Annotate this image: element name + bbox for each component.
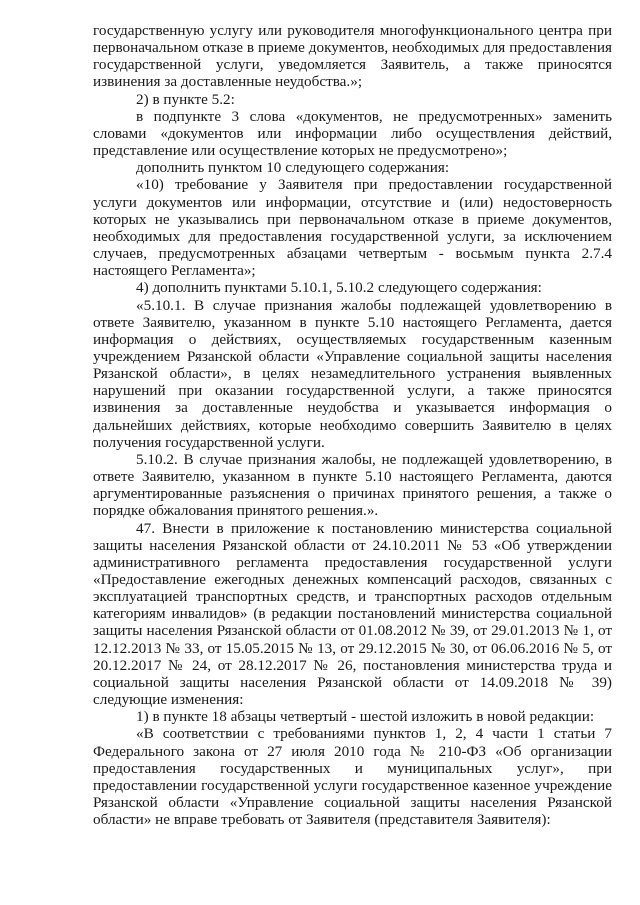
paragraph-10: 1) в пункте 18 абзацы четвертый - шестой изложить в новой редакции:	[136, 708, 595, 726]
paragraph-4: дополнить пунктом 10 следующего содержания:	[136, 159, 450, 177]
paragraph-6: 4) дополнить пунктами 5.10.1, 5.10.2 следующего содержания:	[136, 279, 542, 297]
document-body	[93, 22, 612, 828]
paragraph-11: «В соответствии с требованиями пунктов 1, 2, 4 части 1 статьи 7 Федерального закона от 27 июля 2010 года № 210-ФЗ «Об организации предоставления государственных и муниципальных услуг», при предоставлении государственной услуги государственное казенное учреждение Рязанской области «Управление социальной защиты населения Рязанской области» не вправе требовать от Заявителя (представителя Заявителя):	[93, 725, 612, 829]
paragraph-1: государственную услугу или руководителя многофункционального центра при первоначальном отказе в приеме документов, необходимых для предоставления государственной услуги, уведомляется Заявитель, а также приносятся извинения за доставленные неудобства.»;	[93, 22, 612, 91]
paragraph-7: «5.10.1. В случае признания жалобы подлежащей удовлетворению в ответе Заявителю, указанном в пункте 5.10 настоящего Регламента, дается информация о действиях, осуществляемых государственным казенным учреждением Рязанской области «Управление социальной защиты населения Рязанской области», в целях незамедлительного устранения выявленных нарушений при оказании государственной услуги, а также приносятся извинения за доставленные неудобства и указывается информация о дальнейших действиях, которые необходимо совершить Заявителю в целях получения государственной услуги.	[93, 296, 612, 451]
paragraph-8: 5.10.2. В случае признания жалобы, не подлежащей удовлетворению, в ответе Заявителю, указанном в пункте 5.10 настоящего Регламента, даются аргументированные разъяснения о причинах принятого решения, а также о порядке обжалования принятого решения.».	[93, 450, 612, 520]
paragraph-3: в подпункте 3 слова «документов, не предусмотренных» заменить словами «документов или информации либо осуществления действий, представление или осуществление которых не предусмотрено»;	[93, 107, 612, 160]
paragraph-2: 2) в пункте 5.2:	[136, 90, 235, 108]
paragraph-5: «10) требование у Заявителя при предоставлении государственной услуги документов или информации, отсутствие и (или) недостоверность которых не указывались при первоначальном отказе в приеме документов, необходимых для предоставления государственной услуги, за исключением случаев, предусмотренных абзацами четвертым - восьмым пункта 2.7.4 настоящего Регламента»;	[93, 176, 612, 280]
paragraph-9: 47. Внести в приложение к постановлению министерства социальной защиты населения Рязанской области от 24.10.2011 № 53 «Об утверждении административного регламента предоставления государственной услуги «Предоставление ежегодных денежных компенсаций расходов, связанных с эксплуатацией транспортных средств, и транспортных расходов отдельным категориям инвалидов» (в редакции постановлений министерства социальной защиты населения Рязанской области от 01.08.2012 № 39, от 29.01.2013 № 1, от 12.12.2013 № 33, от 15.05.2015 № 13, от 29.12.2015 № 30, от 06.06.2016 № 5, от 20.12.2017 № 24, от 28.12.2017 № 26, постановления министерства труда и социальной защиты населения Рязанской области от 14.09.2018 № 39) следующие изменения:	[93, 519, 612, 709]
